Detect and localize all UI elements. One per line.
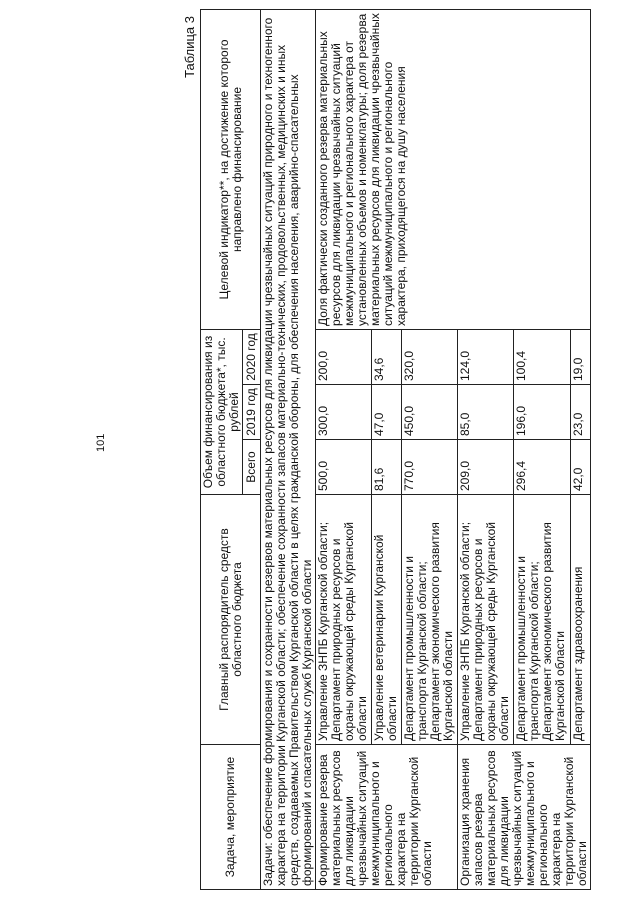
y2020-cell: 124,0 <box>458 329 514 384</box>
total-cell: 42,0 <box>570 440 590 495</box>
header-2020: 2020 год <box>243 329 261 384</box>
y2020-cell: 19,0 <box>570 329 590 384</box>
distributor-cell: Департамент здравоохранения <box>570 495 590 745</box>
header-distributor: Главный распорядитель средств областного бюджета <box>201 495 261 745</box>
funding-table <box>200 9 591 890</box>
table-area <box>180 10 589 890</box>
total-cell: 770,0 <box>402 440 458 495</box>
total-cell: 500,0 <box>316 440 372 495</box>
rotated-page <box>180 10 589 890</box>
distributor-cell: Департамент промышленности и транспорта Курганской области; Департамент экономического развития Курганской области <box>402 495 458 745</box>
y2019-cell: 450,0 <box>402 385 458 440</box>
header-2019: 2019 год <box>243 385 261 440</box>
y2020-cell: 100,4 <box>514 329 570 384</box>
header-total: Всего <box>243 440 261 495</box>
distributor-cell: Управление ЗНПБ Курганской области; Департамент природных ресурсов и охраны окружающей среды Курганской области <box>458 495 514 745</box>
y2020-cell: 200,0 <box>316 329 372 384</box>
y2019-cell: 300,0 <box>316 385 372 440</box>
y2019-cell: 196,0 <box>514 385 570 440</box>
header-indicator: Целевой индикатор**, на достижение которого направлено финансирование <box>201 9 261 329</box>
y2019-cell: 23,0 <box>570 385 590 440</box>
y2020-cell: 34,6 <box>372 329 402 384</box>
distributor-cell: Управление ЗНПБ Курганской области; Департамент природных ресурсов и охраны окружающей среды Курганской области <box>316 495 372 745</box>
total-cell: 209,0 <box>458 440 514 495</box>
page-number: 101 <box>95 433 107 452</box>
task-row: Задачи: обеспечение формирования и сохранности резервов материальных ресурсов для ликвидации чрезвычайных ситуаций природного и техногенного характера на территории Курганской области; обеспечение сохранности запасов материально-технических, продовольственных, медицинских и иных средств, создаваемых Правительством Курганской области в целях гражданской обороны, для обеспечения населения, аварийно-спасательных формирований и спасательных служб Курганской области <box>261 9 316 889</box>
header-funding: Объем финансирования из областного бюджета*, тыс. рублей <box>201 329 243 494</box>
header-task: Задача, мероприятие <box>201 745 261 890</box>
measure-cell: Организация хранения запасов резерва материальных ресурсов для ликвидации чрезвычайных ситуаций межмуниципального и регионального характера на территории Курганской области <box>458 745 591 890</box>
total-cell: 81,6 <box>372 440 402 495</box>
distributor-cell: Управление ветеринарии Курганской области <box>372 495 402 745</box>
total-cell: 296,4 <box>514 440 570 495</box>
y2019-cell: 47,0 <box>372 385 402 440</box>
table-caption: Таблица 3 <box>182 16 197 78</box>
y2020-cell: 320,0 <box>402 329 458 384</box>
measure-cell: Формирование резерва материальных ресурсов для ликвидации чрезвычайных ситуаций межмуниципального и регионального характера на территории Курганской области <box>316 745 458 890</box>
y2019-cell: 85,0 <box>458 385 514 440</box>
indicator-cell: Доля фактически созданного резерва материальных ресурсов для ликвидации чрезвычайных ситуаций межмуниципального и регионального характера от установленных объемов и номенклатуры; доля резерва материальных ресурсов для ликвидации чрезвычайных ситуаций межмуниципального и регионального характера, приходящегося на душу населения <box>316 9 591 329</box>
distributor-cell: Департамент промышленности и транспорта Курганской области; Департамент экономического развития Курганской области <box>514 495 570 745</box>
